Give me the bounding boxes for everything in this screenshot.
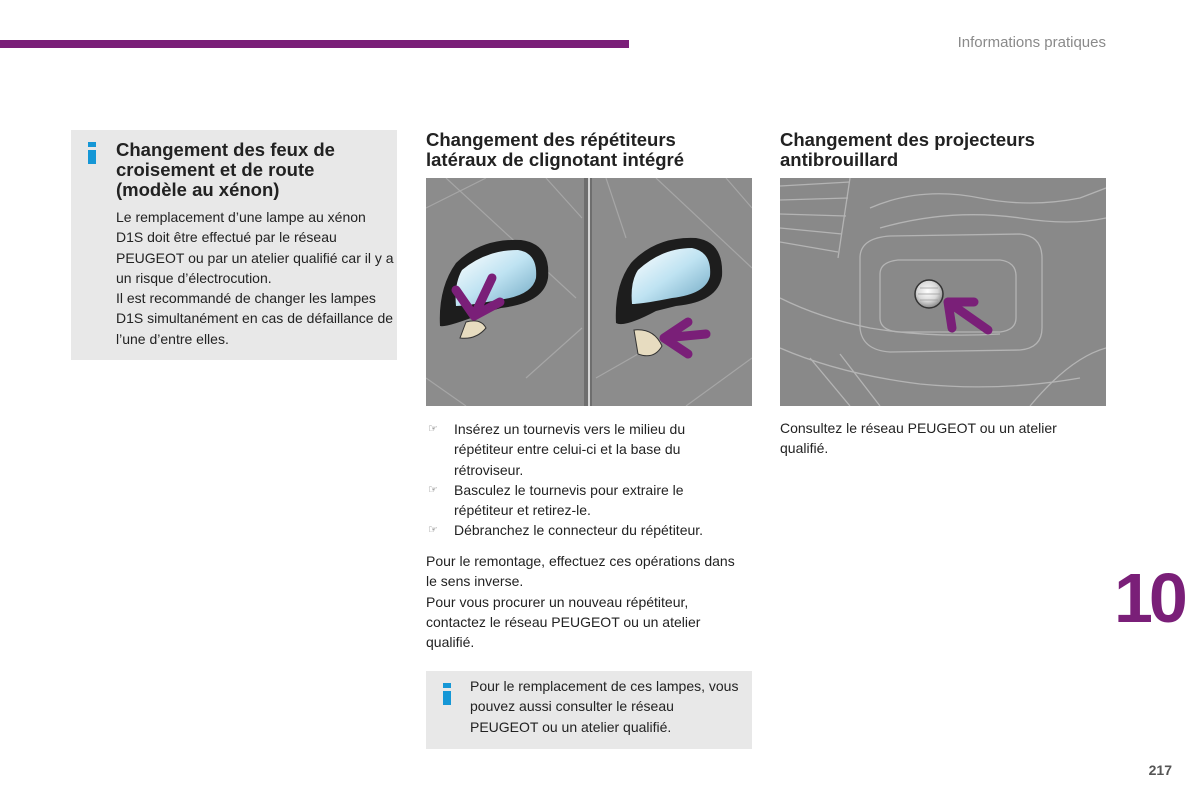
step-text: Insérez un tournevis vers le milieu du répétiteur entre celui-ci et la base du rétroviseur. [454,421,686,478]
fog-lamp-drawing [780,178,1106,406]
section-title: Informations pratiques [957,34,1106,51]
list-item [426,480,736,521]
fog-lamp-illustration [780,178,1106,406]
pointing-hand-icon: ☞ [428,524,438,537]
header-accent-bar [0,40,629,48]
pointing-hand-icon: ☞ [428,423,438,435]
fog-paragraph: Consultez le réseau PEUGEOT ou un atelier qualifié. [780,420,1057,457]
mirror-repeater-drawing [426,178,752,406]
chapter-number: 10 [1114,559,1184,637]
xenon-title: Changement des feux de croisement et de route (modèle au xénon) [116,139,335,200]
repeater-steps [426,419,736,541]
lamps-info-box [426,671,752,749]
reassembly-paragraph: Pour le remontage, effectuez ces opérations dans le sens inverse. Pour vous procurer un nouveau répétiteur, contactez le réseau PEUGEOT ou un atelier qualifié. [426,553,735,651]
xenon-paragraph: Le remplacement d’une lampe au xénon D1S doit être effectué par le réseau PEUGEOT ou par un atelier qualifié car il y a un risque d’électrocution. Il est recommandé de changer les lampes D1S simultanément en cas de défaillance de l’une d’entre elles. [116,209,394,347]
lamps-info-text: Pour le remplacement de ces lampes, vous pouvez aussi consulter le réseau PEUGEOT ou un atelier qualifié. [470,678,739,735]
list-item [426,419,736,480]
repeater-title: Changement des répétiteurs latéraux de clignotant intégré [426,129,685,170]
mirror-repeater-illustration [426,178,752,406]
fog-title: Changement des projecteurs antibrouillard [780,129,1035,170]
pointing-hand-icon: ☞ [428,483,438,496]
xenon-info-box [71,130,397,360]
page-number: 217 [1148,762,1172,778]
step-text: Basculez le tournevis pour extraire le répétiteur et retirez-le. [454,481,684,519]
list-item [426,520,736,540]
step-text: Débranchez le connecteur du répétiteur. [454,522,704,539]
